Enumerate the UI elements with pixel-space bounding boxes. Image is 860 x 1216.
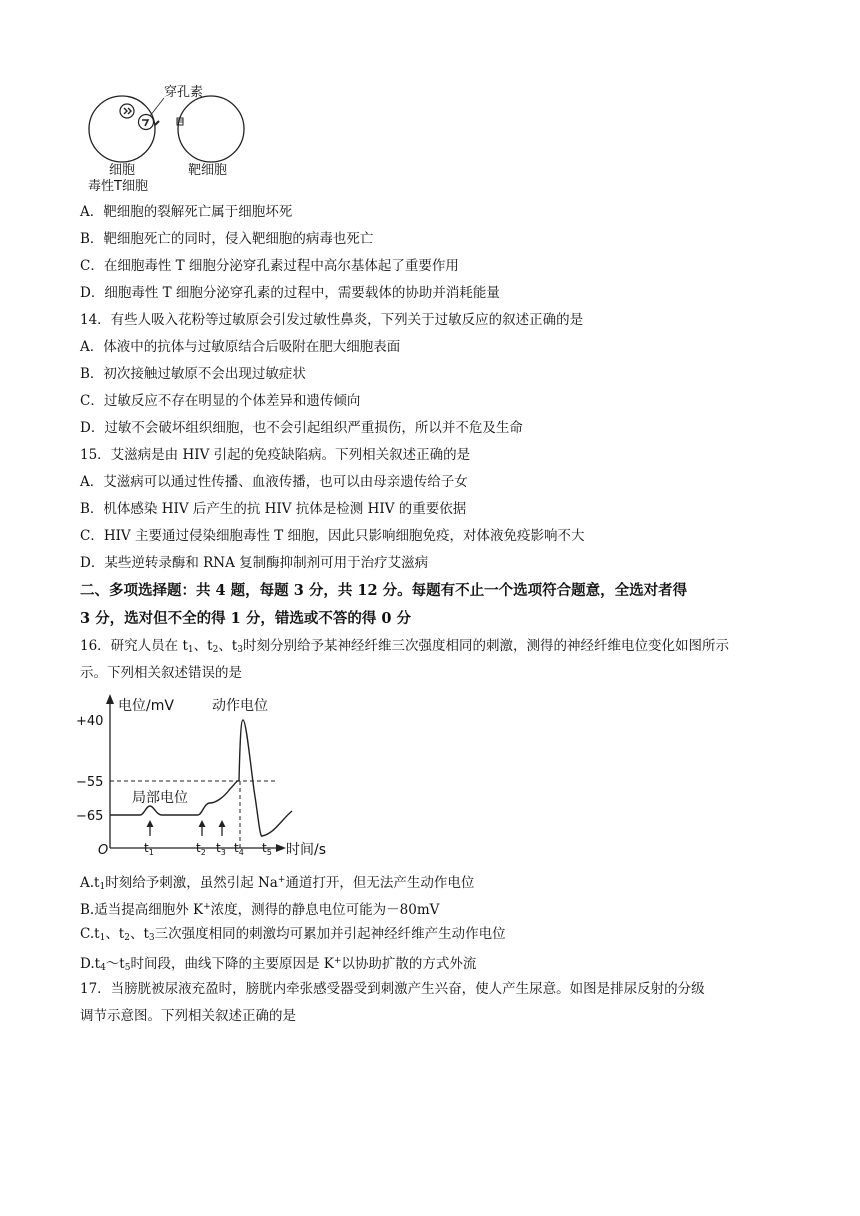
q14-option-d: D．过敏不会破坏组织细胞，也不会引起组织严重损伤，所以并不危及生命 [80, 420, 523, 436]
stimulus-arrow-head-icon [219, 820, 226, 827]
x-tick-label: $t_3$ [216, 841, 226, 857]
q15-option-b: B．机体感染 HIV 后产生的抗 HIV 抗体是检测 HIV 的重要依据 [80, 501, 467, 517]
q16-stem-line1: 16．研究人员在 $t_1$、$t_2$、$t_3$时刻分别给予某神经纤维三次强度相同的刺激，测得的神经纤维电位变化如图所示 [80, 638, 729, 655]
q17-stem-line1: 17．当膀胱被尿液充盈时，膀胱内牵张感受器受到刺激产生兴奋，使人产生尿意。如图是排尿反射的分级 [80, 981, 705, 997]
origin-label: O [98, 843, 109, 858]
x-axis-label: 时间/s [286, 842, 327, 858]
x-tick-label: $t_1$ [144, 841, 154, 857]
section2-heading-line1: 二、多项选择题：共 4 题，每题 3 分，共 12 分。每题有不止一个选项符合题意，全选对者得 [80, 582, 688, 599]
q16-stem-line2: 示。下列相关叙述错误的是 [80, 665, 242, 681]
action-potential-label: 动作电位 [212, 698, 268, 714]
x-tick-label: $t_4$ [234, 841, 244, 857]
ctl-target-cell-figure [80, 78, 260, 196]
y-axis-arrow-icon [106, 694, 114, 704]
x-tick-labels [144, 841, 272, 857]
x-tick-label: $t_2$ [196, 841, 206, 857]
vesicle-2 [139, 115, 154, 130]
potential-curve [110, 720, 292, 836]
stimulus-arrows [147, 820, 226, 836]
q13-option-d: D．细胞毒性 T 细胞分泌穿孔素的过程中，需要载体的协助并消耗能量 [80, 285, 500, 301]
q16-option-d: $D.t_4\sim t_5$时间段，曲线下降的主要原因是 K+以协助扩散的方式外流 [80, 956, 477, 973]
local-potential-label: 局部电位 [132, 790, 188, 806]
q15-option-c: C．HIV 主要通过侵染细胞毒性 T 细胞，因此只影响细胞免疫，对体液免疫影响不大 [80, 528, 585, 544]
q13-option-b: B．靶细胞死亡的同时，侵入靶细胞的病毒也死亡 [80, 231, 374, 247]
section2-heading-line2: 3 分，选对但不全的得 1 分，错选或不答的得 0 分 [80, 610, 412, 627]
q14-option-c: C．过敏反应不存在明显的个体差异和遗传倾向 [80, 393, 361, 409]
q14-option-b: B．初次接触过敏原不会出现过敏症状 [80, 366, 306, 382]
q13-option-c: C．在细胞毒性 T 细胞分泌穿孔素过程中高尔基体起了重要作用 [80, 258, 459, 274]
y-axis-label: 电位/mV [118, 698, 174, 714]
perforin-label: 穿孔素 [164, 85, 204, 100]
q15-stem: 15．艾滋病是由 HIV 引起的免疫缺陷病。下列相关叙述正确的是 [80, 447, 471, 463]
membrane-potential-chart [74, 690, 354, 862]
stimulus-arrow-head-icon [199, 820, 206, 827]
q14-option-a: A．体液中的抗体与过敏原结合后吸附在肥大细胞表面 [80, 339, 401, 355]
x-tick-label: $t_5$ [262, 841, 272, 857]
q17-stem-line2: 调节示意图。下列相关叙述正确的是 [80, 1008, 296, 1024]
ctl-label-line2: 毒性T细胞 [88, 179, 148, 194]
y-tick-label: +40 [76, 714, 104, 729]
target-label: 靶细胞 [188, 163, 228, 178]
q15-option-a: A．艾滋病可以通过性传播、血液传播，也可以由母亲遗传给子女 [80, 474, 468, 490]
target-cell-outline [178, 96, 244, 162]
ctl-label-line1: 细胞 [109, 163, 136, 178]
q14-stem: 14．有些人吸入花粉等过敏原会引发过敏性鼻炎，下列关于过敏反应的叙述正确的是 [80, 312, 584, 328]
y-tick-label: −55 [76, 775, 104, 790]
q13-option-a: A．靶细胞的裂解死亡属于细胞坏死 [80, 204, 293, 220]
q16-option-b: B.适当提高细胞外 K+浓度，测得的静息电位可能为－80mV [80, 902, 440, 918]
q16-option-a: $A.t_1$时刻给予刺激，虽然引起 Na+通道打开，但无法产生动作电位 [80, 875, 475, 892]
x-axis-arrow-icon [276, 844, 286, 852]
q16-option-c: $C.t_1$、$t_2$、$t_3$三次强度相同的刺激均可累加并引起神经纤维产生动作电位 [80, 926, 506, 943]
stimulus-arrow-head-icon [147, 820, 154, 827]
y-tick-label: −65 [76, 809, 104, 824]
q15-option-d: D．某些逆转录酶和 RNA 复制酶抑制剂可用于治疗艾滋病 [80, 555, 429, 571]
